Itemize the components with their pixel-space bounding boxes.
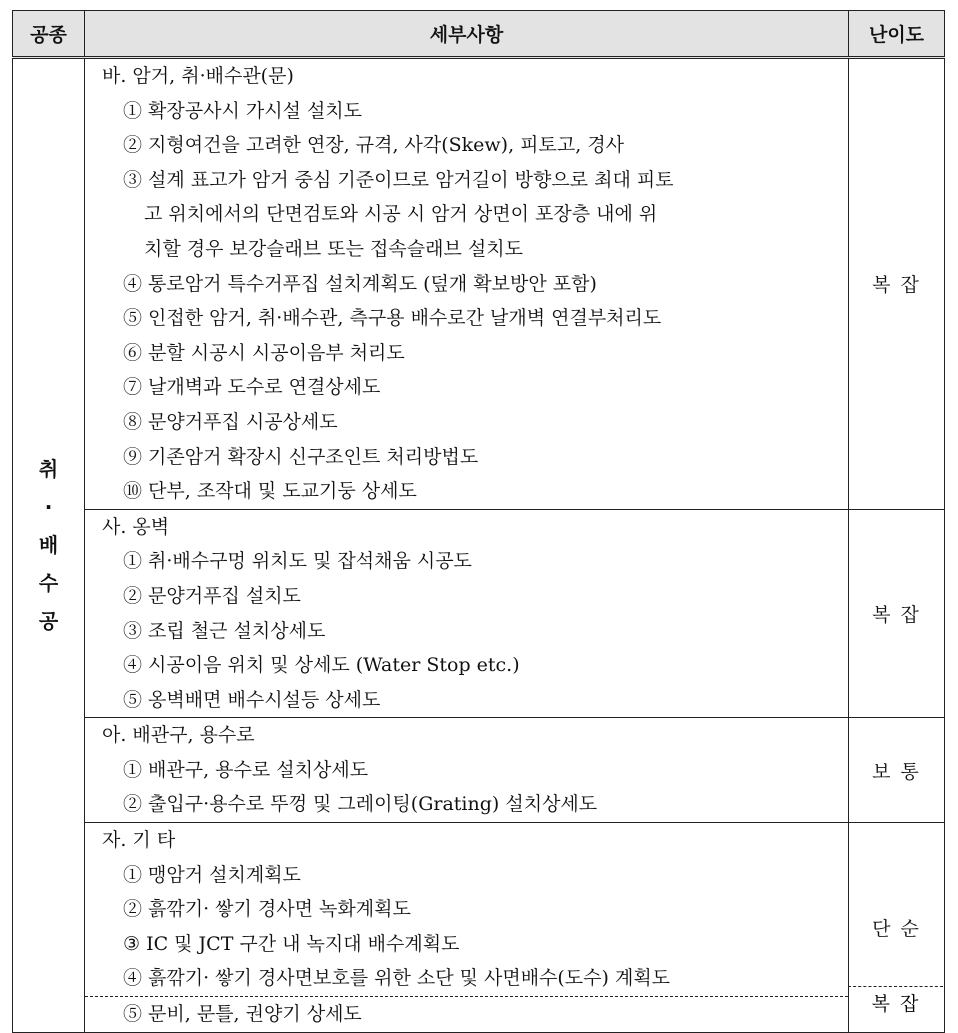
spec-table (12, 10, 945, 1033)
difficulty-cell: 복 잡 (849, 58, 945, 510)
category-char: 공 (38, 609, 59, 634)
list-item: ⑨ 기존암거 확장시 신구조인트 처리방법도 (123, 445, 479, 468)
list-item: ⑥ 분할 시공시 시공이음부 처리도 (123, 341, 405, 364)
list-item-last: ⑤ 문비, 문틀, 권양기 상세도 (85, 996, 848, 1032)
list-item: ① 취·배수구멍 위치도 및 잡석채움 시공도 (123, 550, 472, 573)
header-row (13, 11, 945, 58)
list-item: ⑤ 옹벽배면 배수시설등 상세도 (123, 688, 381, 711)
list-item: ③ 설계 표고가 암거 중심 기준이므로 암거길이 방향으로 최대 피토 (123, 168, 674, 191)
section-items (85, 509, 849, 718)
list-item: ② 지형여건을 고려한 연장, 규격, 사각(Skew), 피토고, 경사 (123, 134, 625, 157)
last-difficulty-label: 복 잡 (848, 986, 943, 1020)
list-item: ② 흙깎기· 쌓기 경사면 녹화계획도 (123, 898, 411, 921)
header-difficulty: 난이도 (849, 11, 945, 58)
list-item: ① 배관구, 용수로 설치상세도 (123, 758, 369, 781)
difficulty-cell: 보 통 (849, 718, 945, 823)
section-title: 사. 옹벽 (102, 515, 170, 538)
category-char: 배 (38, 533, 59, 558)
section-row (13, 509, 945, 718)
list-item: ③ IC 및 JCT 구간 내 녹지대 배수계획도 (123, 932, 460, 955)
list-item: ⑩ 단부, 조작대 및 도교기둥 상세도 (123, 480, 417, 503)
list-item: ② 문양거푸집 설치도 (123, 584, 301, 607)
difficulty-cell: 복 잡 (849, 509, 945, 718)
difficulty-cell: 단 순 (849, 823, 945, 1033)
list-item: ② 출입구·용수로 뚜껑 및 그레이팅(Grating) 설치상세도 (123, 793, 598, 816)
category-char: 취 (38, 457, 59, 482)
section-items (85, 823, 849, 1033)
section-row (13, 823, 945, 1033)
list-item: ④ 흙깎기· 쌓기 경사면보호를 위한 소단 및 사면배수(도수) 계획도 (123, 967, 671, 990)
list-item: ④ 시공이음 위치 및 상세도 (Water Stop etc.) (123, 654, 520, 677)
list-item: ⑦ 날개벽과 도수로 연결상세도 (123, 376, 381, 399)
section-items (85, 718, 849, 823)
list-item: ⑧ 문양거푸집 시공상세도 (123, 410, 338, 433)
header-work-type: 공종 (13, 11, 85, 58)
section-title: 바. 암거, 취·배수관(문) (102, 65, 294, 87)
category-char: · (44, 495, 53, 520)
section-row (13, 58, 945, 510)
list-item: 치할 경우 보강슬래브 또는 접속슬래브 설치도 (144, 237, 523, 260)
list-item: ④ 통로암거 특수거푸집 설치계획도 (덮개 확보방안 포함) (123, 272, 597, 295)
header-details: 세부사항 (85, 11, 849, 58)
list-item: ③ 조립 철근 설치상세도 (123, 619, 326, 642)
category-cell (13, 58, 85, 1033)
section-title: 자. 기 타 (102, 829, 176, 852)
section-items (85, 58, 849, 510)
section-title: 아. 배관구, 용수로 (102, 724, 255, 747)
list-item: ① 확장공사시 가시설 설치도 (123, 99, 363, 122)
category-char: 수 (38, 571, 59, 596)
list-item: 고 위치에서의 단면검토와 시공 시 암거 상면이 포장층 내에 위 (144, 203, 658, 226)
list-item: ⑤ 인접한 암거, 취·배수관, 측구용 배수로간 날개벽 연결부처리도 (123, 307, 662, 330)
section-row (13, 718, 945, 823)
list-item: ① 맹암거 설치계획도 (123, 863, 301, 886)
